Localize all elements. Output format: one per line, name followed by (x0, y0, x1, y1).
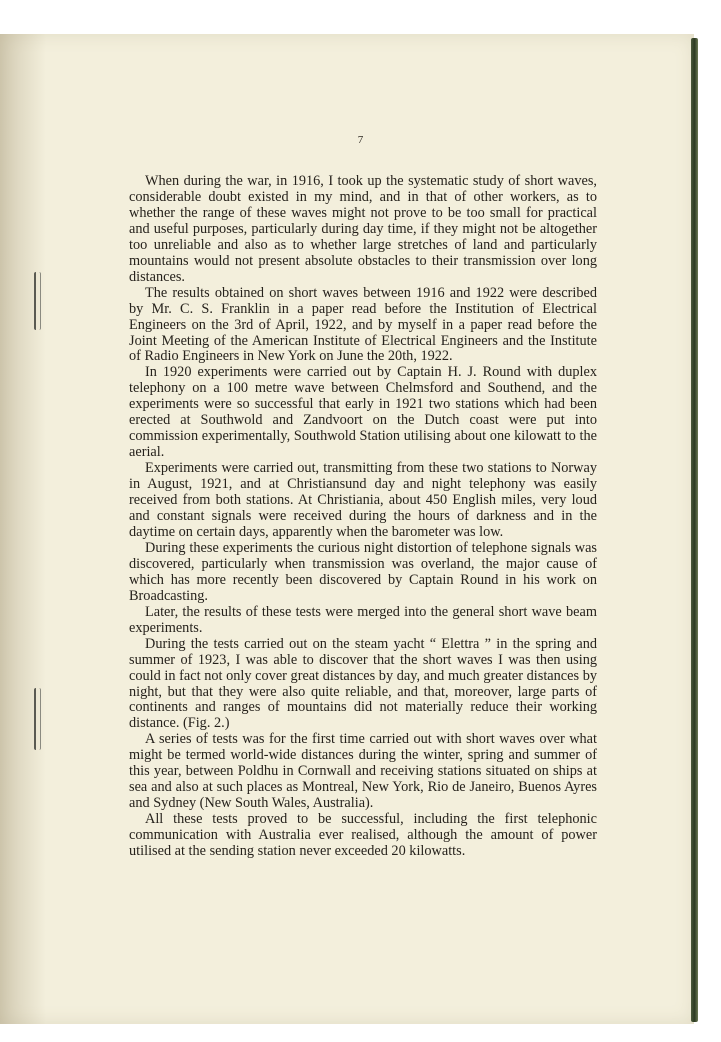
paragraph-6: Later, the results of these tests were merged into the general short wave beam experiments. (129, 603, 597, 636)
paragraph-5: During these experiments the curious night distortion of telephone signals was discovered, particularly when transmission was overland, the major cause of which has more recently been discovered by Captain Round in his work on Broadcasting. (129, 539, 597, 604)
staple-icon (34, 272, 41, 330)
paragraph-8: A series of tests was for the first time carried out with short waves over what might be termed world-wide distances during the winter, spring and summer of this year, between Poldhu in Cornwall and receiving stations situated on ships at sea and also at such places as Montreal, New York, Rio de Janeiro, Buenos Ayres and Sydney (New South Wales, Australia). (129, 731, 597, 812)
spine-shadow (0, 34, 46, 1024)
body-text (129, 174, 597, 860)
cover-edge (691, 38, 698, 1022)
paragraph-9: All these tests proved to be successful, including the first telephonic communication with Australia ever realised, although the amount of power utilised at the sending station never exceeded 20 kilowatts. (129, 811, 597, 860)
paragraph-4: Experiments were carried out, transmitting from these two stations to Norway in August, 1921, and at Christiansund day and night telephony was easily received from both stations. At Christiania, about 450 English miles, very loud and constant signals were received during the hours of darkness and in the daytime on certain days, apparently when the barometer was low. (129, 460, 597, 540)
page-number: 7 (357, 134, 364, 146)
staple-icon (34, 688, 41, 750)
paragraph-3: In 1920 experiments were carried out by Captain H. J. Round with duplex telephony on a 100 metre wave between Chelmsford and Southend, and the experiments were so successful that early in 1921 two stations which had been erected at Southwold and Zandvoort on the Dutch coast were put into commission experimentally, Southwold Station utilising about one kilowatt to the aerial. (129, 364, 597, 461)
paragraph-2: The results obtained on short waves between 1916 and 1922 were described by Mr. C. S. Franklin in a paper read before the Institution of Electrical Engineers on the 3rd of April, 1922, and by myself in a paper read before the Joint Meeting of the American Institute of Electrical Engineers and the Institute of Radio Engineers in New York on June the 20th, 1922. (129, 284, 597, 365)
paragraph-7: During the tests carried out on the steam yacht “ Elettra ” in the spring and summer of 1923, I was able to discover that the short waves I was then using could in fact not only cover great distances by day, and much greater distances by night, but that they were also quite reliable, and that, moreover, large parts of continents and ranges of mountains did not materially reduce their working distance. (Fig. 2.) (129, 635, 597, 732)
paragraph-1: When during the war, in 1916, I took up the systematic study of short waves, considerable doubt existed in my mind, and in that of other workers, as to whether the range of these waves might not prove to be too small for practical and useful purposes, particularly during day time, if they might not be altogether too unreliable and also as to whether large stretches of land and particularly mountains would not present absolute obstacles to their transmission over long distances. (129, 173, 597, 285)
